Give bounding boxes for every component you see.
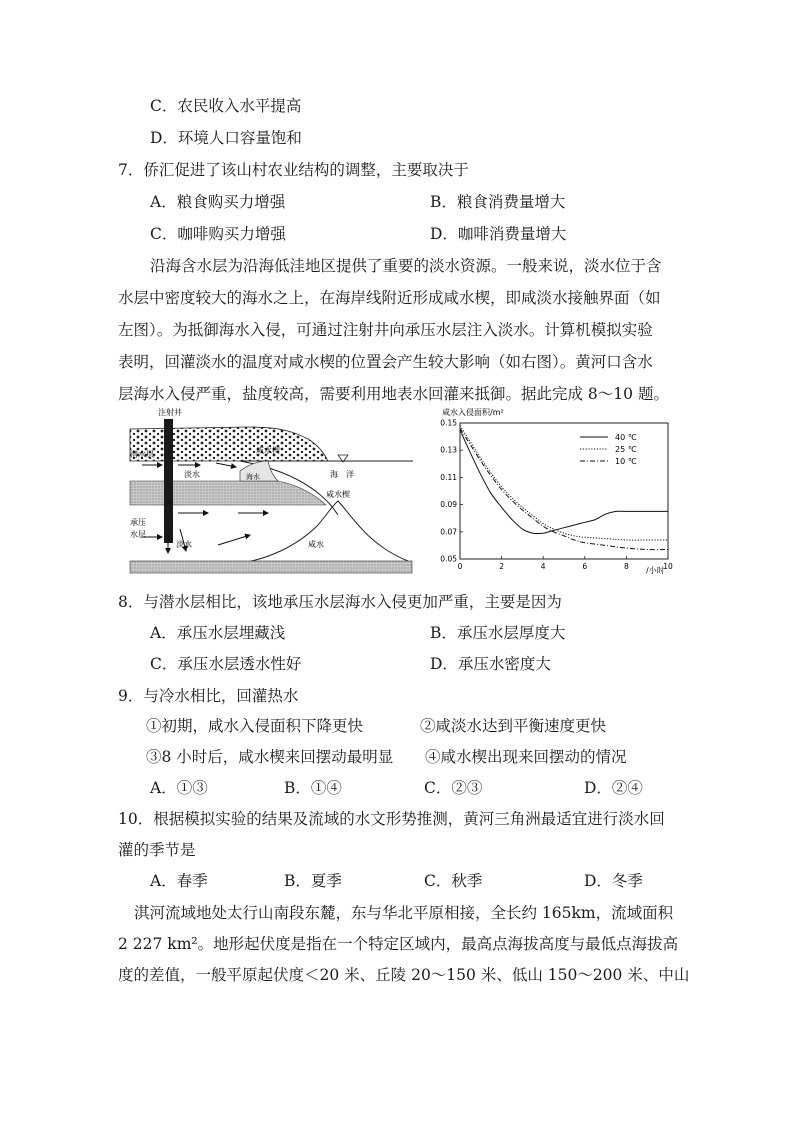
y-tick-label: 0.11 — [440, 472, 457, 482]
x-tick-label: 2 — [499, 562, 504, 571]
flow-arrow-lower-1 — [218, 535, 250, 545]
q7-option-a: A．粮食购买力增强 — [150, 193, 286, 211]
y-tick-label: 0.15 — [440, 418, 457, 428]
chart-y-label: 咸水入侵面积/m² — [442, 408, 504, 417]
q9-option-a: A．①③ — [150, 779, 208, 797]
passage-line-1: 沿海含水层为沿海低洼地区提供了重要的淡水资源。一般来说，淡水位于含 — [150, 257, 662, 275]
label-freshwater-top: 淡水 — [184, 470, 200, 479]
q10-stem-line-2: 灌的季节是 — [118, 841, 196, 859]
legend-label-0: 40 ℃ — [615, 433, 637, 442]
series-line-1 — [460, 426, 668, 540]
flow-arrow-upper-2 — [216, 463, 236, 467]
x-tick-label: 10 — [663, 562, 673, 571]
q8-option-a: A．承压水层埋藏浅 — [150, 624, 286, 642]
y-tick-label: 0.07 — [440, 527, 457, 537]
q10-stem-line-1: 10．根据模拟实验的结果及流域的水文形势推测，黄河三角洲最适宜进行淡水回 — [118, 810, 665, 828]
label-seawater-small: 海水 — [246, 473, 260, 481]
label-saltwater-wedge-top: 咸水楔 — [256, 446, 280, 455]
q8-option-c: C．承压水层透水性好 — [150, 655, 302, 673]
q10-option-c: C．秋季 — [424, 872, 483, 890]
label-confined-2: 水层 — [130, 530, 146, 539]
passage-line-2: 水层中密度较大的海水之上，在海岸线附近形成咸水楔，即咸淡水接触界面（如 — [118, 289, 661, 307]
passage-line-3: 左图）。为抵御海水入侵，可通过注射井向承压水层注入淡水。计算机模拟实验 — [118, 321, 653, 339]
q9-option-d: D．②④ — [584, 779, 643, 797]
label-saltwater-wedge-mid: 咸水楔 — [326, 490, 350, 499]
prev-option-d: D．环境人口容量饱和 — [150, 129, 302, 147]
label-ocean: 海 洋 — [330, 470, 354, 479]
y-tick-label: 0.05 — [440, 554, 457, 564]
chart-frame — [460, 423, 668, 559]
qihe-line-1: 淇河流域地处太行山南段东麓，东与华北平原相接，全长约 165km，流域面积 — [134, 904, 674, 922]
q8-stem: 8．与潜水层相比，该地承压水层海水入侵更加严重，主要是因为 — [118, 593, 562, 611]
passage-line-4: 表明，回灌淡水的温度对咸水楔的位置会产生较大影响（如右图）。黄河口含水 — [118, 353, 653, 371]
q10-option-b: B．夏季 — [284, 872, 342, 890]
label-phreatic-layer: 潜水层 — [130, 450, 154, 459]
chart-x-label: /小时 — [646, 566, 665, 575]
q8-option-b: B．承压水层厚度大 — [430, 624, 566, 642]
x-tick-label: 0 — [457, 562, 463, 571]
q9-statement-2: ②咸淡水达到平衡速度更快 — [420, 717, 607, 735]
saltwater-wedge-boundary — [228, 501, 408, 565]
q7-stem: 7．侨汇促进了该山村农业结构的调整，主要取决于 — [118, 161, 469, 179]
confining-layer — [130, 481, 326, 505]
x-tick-label: 8 — [624, 562, 629, 571]
label-freshwater-bottom: 淡水 — [176, 540, 192, 549]
q9-option-c: C．②③ — [424, 779, 483, 797]
q9-option-b: B．①④ — [284, 779, 342, 797]
y-tick-label: 0.13 — [440, 445, 457, 455]
injection-well — [164, 419, 173, 543]
label-confined-1: 承压 — [130, 518, 146, 527]
q10-option-d: D．冬季 — [584, 872, 643, 890]
series-line-2 — [460, 428, 668, 549]
y-tick-label: 0.09 — [440, 500, 457, 510]
label-injection-well: 注射井 — [158, 408, 182, 417]
x-tick-label: 6 — [582, 562, 588, 571]
q7-option-c: C．咖啡购买力增强 — [150, 225, 286, 243]
land-dotted-layer — [130, 427, 328, 461]
passage-line-5: 层海水入侵严重，盐度较高，需要利用地表水回灌来抵御。据此完成 8～10 题。 — [118, 385, 669, 403]
aquifer-diagram — [128, 405, 418, 583]
q9-statement-3: ③8 小时后，咸水楔来回摆动最明显 — [146, 748, 394, 766]
q8-option-d: D．承压水密度大 — [430, 655, 551, 673]
label-saltwater: 咸水 — [308, 540, 324, 549]
legend-label-1: 25 ℃ — [615, 445, 637, 454]
q7-option-d: D．咖啡消费量增大 — [430, 225, 567, 243]
series-line-0 — [460, 430, 668, 534]
legend-label-2: 10 ℃ — [615, 457, 637, 466]
qihe-line-3: 度的差值，一般平原起伏度＜20 米、丘陵 20～150 米、低山 150～200 米、中山 — [118, 966, 690, 984]
prev-option-c: C．农民收入水平提高 — [150, 97, 302, 115]
bottom-layer — [130, 561, 412, 573]
q10-option-a: A．春季 — [150, 872, 208, 890]
qihe-line-2: 2 227 km²。地形起伏度是指在一个特定区域内，最高点海拔高度与最低点海拔高 — [118, 935, 679, 953]
intrusion-area-chart — [430, 405, 680, 583]
q9-statement-1: ①初期，咸水入侵面积下降更快 — [146, 717, 364, 735]
q7-option-b: B．粮食消费量增大 — [430, 193, 566, 211]
x-tick-label: 4 — [540, 562, 546, 571]
q9-statement-4: ④咸水楔出现来回摆动的情况 — [425, 748, 627, 766]
q9-stem: 9．与冷水相比，回灌热水 — [118, 687, 299, 705]
